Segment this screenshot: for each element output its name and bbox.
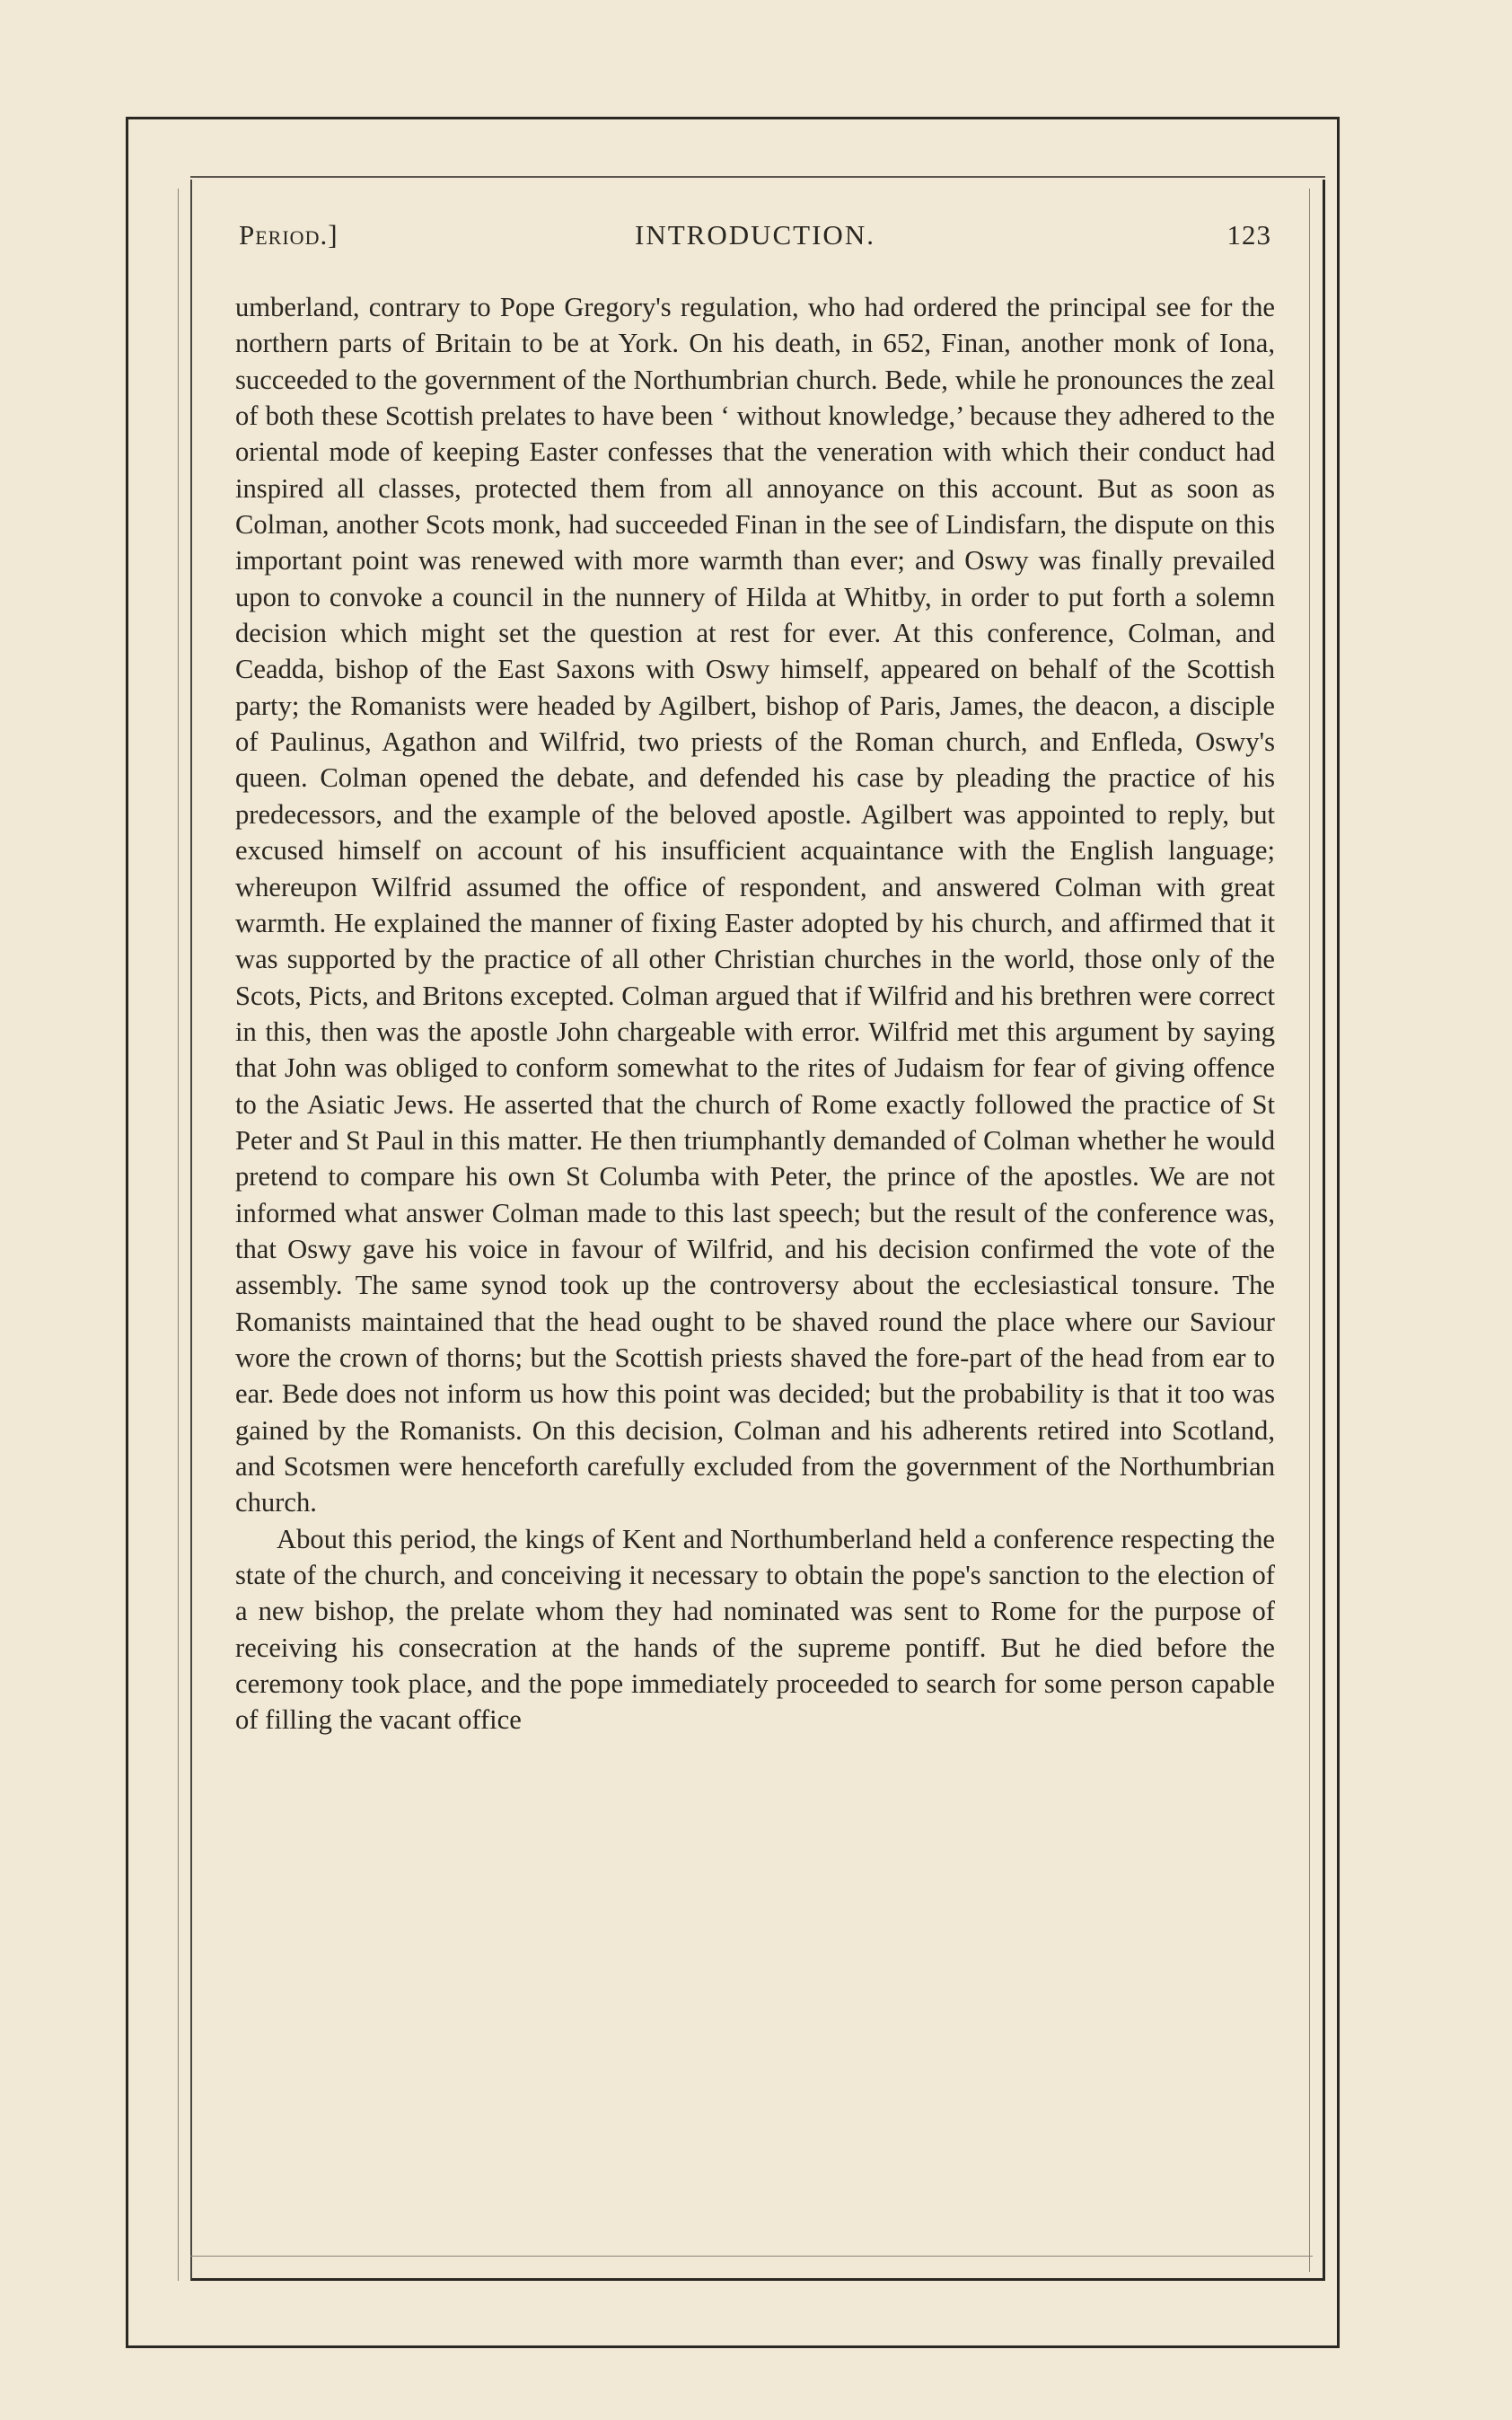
- page-number: 123: [1226, 219, 1271, 251]
- paragraph-continued: umberland, contrary to Pope Gregory's regulation, who had ordered the principal see for the northern parts of Britain to be at York. On his death, in 652, Finan, another monk of Iona, succeeded to the government of the Northumbrian church. Bede, while he pronounces the zeal of both these Scottish prelates to have been ‘ without knowledge,’ because they adhered to the oriental mode of keeping Easter confesses that the veneration with which their conduct had inspired all classes, protected them from all annoyance on this account. But as soon as Colman, another Scots monk, had succeeded Finan in the see of Lindisfarn, the dispute on this important point was renewed with more warmth than ever; and Oswy was finally prevailed upon to convoke a council in the nunnery of Hilda at Whitby, in order to put forth a solemn decision which might set the question at rest for ever. At this conference, Colman, and Ceadda, bishop of the East Saxons with Oswy himself, appeared on behalf of the Scottish party; the Romanists were headed by Agilbert, bishop of Paris, James, the deacon, a disciple of Paulinus, Agathon and Wilfrid, two priests of the Roman church, and Enfleda, Oswy's queen. Colman opened the debate, and defended his case by pleading the practice of his predecessors, and the example of the beloved apostle. Agilbert was appointed to reply, but excused himself on account of his insufficient acquaintance with the English language; whereupon Wilfrid assumed the office of respondent, and answered Colman with great warmth. He explained the manner of fixing Easter adopted by his church, and affirmed that it was supported by the practice of all other Christian churches in the world, those only of the Scots, Picts, and Britons excepted. Colman argued that if Wilfrid and his brethren were correct in this, then was the apostle John chargeable with error. Wilfrid met this argument by saying that John was obliged to conform somewhat to the rites of Judaism for fear of giving offence to the Asiatic Jews. He asserted that the church of Rome exactly followed the practice of St Peter and St Paul in this matter. He then triumphantly demanded of Colman whether he would pretend to compare his own St Columba with Peter, the prince of the apostles. We are not informed what answer Colman made to this last speech; but the result of the conference was, that Oswy gave his voice in favour of Wilfrid, and his decision confirmed the vote of the assembly. The same synod took up the controversy about the ecclesiastical tonsure. The Romanists maintained that the head ought to be shaved round the place where our Saviour wore the crown of thorns; but the Scottish priests shaved the fore-part of the head from ear to ear. Bede does not inform us how this point was decided; but the probability is that it too was gained by the Romanists. On this decision, Colman and his adherents retired into Scotland, and Scotsmen were henceforth carefully excluded from the government of the Northumbrian church.: [235, 292, 1275, 1518]
- header-section-label: Period.]: [239, 219, 338, 251]
- running-header: [239, 219, 1271, 260]
- body-text: [235, 289, 1275, 1738]
- inner-border-top: [190, 176, 1325, 178]
- paragraph: About this period, the kings of Kent and Northumberland held a conference respecting the state of the church, and conceiving it necessary to obtain the pope's sanction to the election of a new bishop, the prelate whom they had nominated was sent to Rome for the purpose of receiving his consecration at the hands of the supreme pontiff. But he died before the ceremony took place, and the pope immediately proceeded to search for some person capable of filling the vacant office: [235, 1523, 1275, 1736]
- inner-rule-bottom: [190, 2256, 1313, 2257]
- header-title: INTRODUCTION.: [635, 219, 875, 251]
- inner-rule-left: [178, 189, 179, 2281]
- inner-rule-right: [1309, 189, 1310, 2272]
